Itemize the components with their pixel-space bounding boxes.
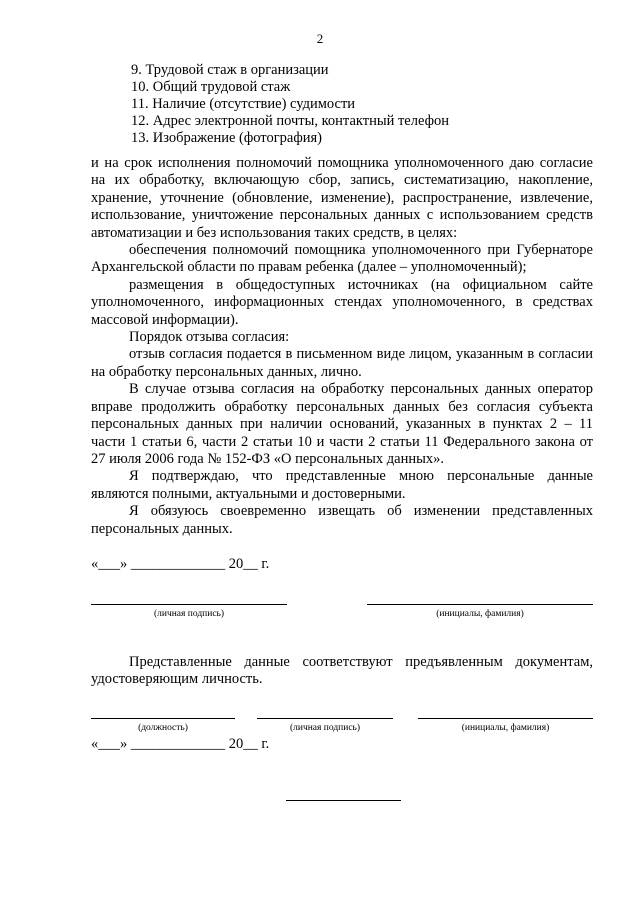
paragraph-consent-scope: и на срок исполнения полномочий помощника уполномоченного даю согласие на их обработку, включающую сбор, запись, систематизацию, накопление, хранение, уточнение (обновление, изменение), распространение, извлечение, использование, уничтожение персональных данных с использованием средств автоматизации и без использования таких средств, в целях: — [91, 155, 593, 241]
paragraph-withdrawal-heading: Порядок отзыва согласия: — [129, 329, 290, 346]
list-item: 9. Трудовой стаж в организации — [131, 62, 329, 78]
list-item: 10. Общий трудовой стаж — [131, 79, 291, 95]
data-categories-list — [131, 62, 449, 147]
paragraph-confirmation: Я подтверждаю, что представленные мною персональные данные являются полными, актуальными и достоверными. — [91, 468, 593, 502]
initials-line — [367, 604, 593, 605]
confirmation-text — [91, 654, 593, 689]
list-item: 13. Изображение (фотография) — [131, 130, 322, 146]
paragraph-purpose-1: обеспечения полномочий помощника уполномоченного при Губернаторе Архангельской области по правам ребенка (далее – уполномоченный); — [91, 242, 593, 276]
date-line: «___» _____________ 20__ г. — [91, 736, 270, 752]
signature-caption: (личная подпись) — [153, 609, 225, 619]
signature-line — [91, 604, 287, 605]
paragraph-operator-rights: В случае отзыва согласия на обработку персональных данных оператор вправе продолжить обработку персональных данных без согласия субъекта персональных данных при наличии оснований, указанных в пунктах 2 – 11 части 1 статьи 6, части 2 статьи 10 и части 2 статьи 11 Федерального закона от 27 июля 2006 года № 152-ФЗ «О персональных данных». — [91, 381, 593, 467]
initials-caption: (инициалы, фамилия) — [436, 609, 524, 619]
initials-caption: (инициалы, фамилия) — [461, 723, 550, 733]
paragraph-purpose-2: размещения в общедоступных источниках (на официальном сайте уполномоченного, информационных стендах уполномоченного, в средствах массовой информации). — [91, 276, 593, 328]
signature-line — [257, 718, 393, 719]
list-item: 12. Адрес электронной почты, контактный телефон — [131, 113, 449, 129]
list-item: 11. Наличие (отсутствие) судимости — [131, 96, 356, 112]
initials-line — [418, 718, 593, 719]
position-line — [91, 718, 235, 719]
page-number: 2 — [316, 31, 324, 46]
date-line: «___» _____________ 20__ г. — [91, 556, 270, 572]
paragraph-withdrawal-procedure: отзыв согласия подается в письменном виде лицом, указанным в согласии на обработку персональных данных, лично. — [91, 346, 593, 380]
consent-body — [91, 155, 593, 538]
footer-line — [286, 800, 401, 801]
paragraph-obligation: Я обязуюсь своевременно извещать об изменении представленных персональных данных. — [91, 503, 593, 537]
paragraph-documents-confirmed: Представленные данные соответствуют предъявленным документам, удостоверяющим личность. — [91, 654, 593, 688]
position-caption: (должность) — [138, 723, 188, 733]
signature-caption: (личная подпись) — [289, 723, 361, 733]
